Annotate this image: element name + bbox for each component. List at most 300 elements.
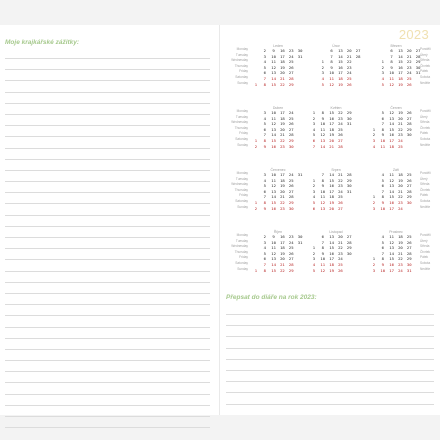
- day-number: 25: [338, 126, 343, 132]
- day-number: 31: [297, 53, 303, 59]
- day-number: 10: [271, 172, 276, 177]
- day-number: 10: [380, 137, 386, 143]
- day-number: 18: [398, 172, 403, 177]
- day-number: [405, 144, 413, 150]
- day-number: 24: [338, 121, 343, 127]
- day-number: 7: [381, 188, 384, 194]
- day-number: 14: [271, 132, 276, 138]
- day-number: 4: [263, 245, 266, 251]
- weekday-label: Středa: [420, 244, 430, 249]
- month-name: Duben: [272, 106, 284, 110]
- day-number: 28: [346, 239, 352, 245]
- day-number: [405, 206, 413, 212]
- day-number: 6: [381, 115, 384, 121]
- day-number: 4: [312, 194, 316, 200]
- day-number: 15: [389, 256, 394, 262]
- day-number: 4: [381, 172, 384, 177]
- day-number: 24: [288, 110, 294, 115]
- day-number: 14: [271, 75, 276, 81]
- month-day-grid: [252, 172, 304, 211]
- weekday-labels-right: [420, 47, 440, 86]
- left-page-title: Moje krajkářské zážitky:: [5, 39, 80, 46]
- day-number: 20: [329, 137, 334, 143]
- day-number: 2: [263, 234, 266, 239]
- day-number: 24: [346, 70, 352, 76]
- day-number: 8: [381, 256, 384, 262]
- day-number: 30: [288, 143, 294, 149]
- left-writing-lines: [5, 58, 210, 438]
- day-number: 11: [271, 115, 276, 121]
- day-number: 30: [346, 250, 352, 256]
- day-number: 29: [288, 137, 294, 143]
- day-number: 6: [381, 183, 384, 189]
- day-number: 6: [381, 245, 384, 251]
- day-number: 30: [346, 183, 352, 189]
- month-block: [370, 230, 422, 273]
- weekday-label: Neděle: [420, 80, 431, 85]
- weekday-label: Pátek: [420, 193, 429, 198]
- day-number: 16: [280, 234, 285, 239]
- day-number: 20: [346, 48, 352, 53]
- day-number: 13: [398, 48, 403, 53]
- weekday-label: Tuesday: [235, 52, 248, 57]
- day-number: 2: [254, 205, 258, 211]
- day-number: 31: [346, 188, 352, 194]
- day-number: 3: [312, 121, 316, 127]
- month-name: Květen: [330, 106, 342, 110]
- month-day-grid: [310, 48, 362, 87]
- weekday-label: Monday: [236, 171, 248, 175]
- day-number: 5: [263, 121, 266, 127]
- day-number: 31: [297, 172, 303, 177]
- day-number: 20: [280, 256, 285, 262]
- day-number: 27: [288, 188, 294, 194]
- month-name: Listopad: [329, 230, 343, 234]
- month-day-grid: [370, 48, 422, 87]
- writing-line: [5, 405, 210, 406]
- day-number: 1: [254, 267, 258, 273]
- day-number: 20: [398, 245, 403, 251]
- month-name: Červenec: [270, 168, 286, 172]
- day-number: 3: [372, 205, 376, 211]
- day-number: 24: [288, 172, 294, 177]
- day-number: 15: [338, 59, 343, 65]
- day-number: 30: [415, 64, 421, 70]
- weekday-label: Sobota: [420, 260, 431, 265]
- day-number: 10: [320, 121, 326, 127]
- day-number: 17: [338, 70, 343, 76]
- day-number: 3: [263, 53, 266, 59]
- day-number: 18: [280, 115, 285, 121]
- day-number: 20: [280, 188, 285, 194]
- day-number: 5: [312, 267, 316, 273]
- day-number: 11: [389, 234, 394, 239]
- day-number: 27: [288, 70, 294, 76]
- day-number: 24: [398, 205, 403, 211]
- day-number: 30: [297, 234, 303, 239]
- day-number: 9: [381, 132, 384, 138]
- day-number: [345, 206, 353, 212]
- day-number: 13: [320, 137, 326, 143]
- weekday-label: Čtvrtek: [420, 63, 431, 68]
- day-number: 24: [338, 256, 343, 262]
- day-number: 1: [372, 126, 376, 132]
- day-number: 23: [288, 234, 294, 239]
- writing-line: [5, 159, 210, 160]
- weekday-labels-right: [420, 109, 440, 148]
- day-number: 7: [390, 53, 393, 59]
- writing-line: [226, 348, 434, 349]
- day-number: 11: [320, 261, 326, 267]
- day-number: 8: [263, 137, 266, 143]
- weekday-label: Pondělí: [420, 233, 431, 237]
- day-number: 14: [338, 53, 343, 59]
- day-number: 6: [263, 70, 266, 76]
- weekday-label: Čtvrtek: [420, 125, 431, 130]
- day-number: 28: [415, 53, 421, 59]
- day-number: 13: [389, 183, 394, 189]
- day-number: 2: [312, 250, 316, 256]
- day-number: 18: [398, 234, 403, 239]
- day-number: 17: [389, 137, 394, 143]
- day-number: 26: [338, 267, 343, 273]
- day-number: 5: [263, 183, 266, 189]
- weekday-label: Monday: [236, 233, 248, 237]
- day-number: 31: [346, 121, 352, 127]
- writing-line: [5, 203, 210, 204]
- day-number: 21: [329, 143, 334, 149]
- day-number: 29: [288, 81, 294, 87]
- day-number: 13: [271, 70, 276, 76]
- calendar-quarter-row: [226, 44, 436, 104]
- day-number: 14: [389, 250, 394, 256]
- day-number: 7: [321, 239, 324, 245]
- weekday-label: Friday: [239, 255, 248, 260]
- day-number: 22: [398, 194, 403, 200]
- day-number: [345, 144, 353, 150]
- day-number: 4: [312, 261, 316, 267]
- day-number: 5: [263, 250, 266, 256]
- day-number: 9: [321, 115, 324, 121]
- day-number: 16: [271, 205, 276, 211]
- calendar-quarter-row: [226, 168, 436, 228]
- day-number: 19: [398, 110, 403, 115]
- day-number: 15: [329, 245, 334, 251]
- day-number: 30: [288, 205, 294, 211]
- day-number: 9: [272, 234, 275, 239]
- day-number: 24: [288, 239, 294, 245]
- day-number: 6: [321, 234, 324, 239]
- day-number: 8: [321, 177, 324, 183]
- weekday-labels-right: [420, 171, 440, 210]
- day-number: 9: [263, 205, 266, 211]
- month-name: Leden: [273, 44, 283, 48]
- day-number: 26: [406, 110, 412, 115]
- writing-line: [5, 360, 210, 361]
- writing-line: [5, 315, 210, 316]
- month-name: Prosinec: [389, 230, 403, 234]
- day-number: 12: [271, 250, 276, 256]
- day-number: 9: [390, 64, 393, 70]
- day-number: 11: [380, 143, 386, 149]
- writing-line: [226, 359, 434, 360]
- day-number: 28: [338, 143, 343, 149]
- day-number: 26: [406, 239, 412, 245]
- month-block: [310, 168, 362, 211]
- day-number: [354, 268, 362, 274]
- weekday-label: Neděle: [420, 204, 431, 209]
- day-number: 1: [312, 110, 316, 115]
- day-number: 23: [338, 250, 343, 256]
- day-number: 9: [321, 183, 324, 189]
- day-number: 23: [338, 183, 343, 189]
- weekday-label: Saturday: [235, 260, 248, 265]
- day-number: 4: [381, 75, 384, 81]
- weekday-label: Pondělí: [420, 171, 431, 175]
- day-number: 15: [271, 199, 276, 205]
- weekday-label: Friday: [239, 193, 248, 198]
- month-block: [310, 44, 362, 87]
- day-number: 1: [312, 245, 316, 251]
- day-number: 8: [263, 267, 266, 273]
- weekday-label: Čtvrtek: [420, 249, 431, 254]
- day-number: 22: [280, 267, 285, 273]
- day-number: 4: [321, 75, 324, 81]
- day-number: 7: [381, 121, 384, 127]
- day-number: 10: [320, 256, 326, 262]
- day-number: 4: [263, 115, 266, 121]
- day-number: 29: [406, 194, 412, 200]
- day-number: 2: [381, 64, 384, 70]
- day-number: 26: [288, 183, 294, 189]
- month-block: [370, 106, 422, 149]
- day-number: 17: [280, 172, 285, 177]
- day-number: 24: [398, 267, 403, 273]
- month-block: [252, 168, 304, 211]
- month-name: Únor: [332, 44, 340, 48]
- weekday-label: Saturday: [235, 136, 248, 141]
- day-number: 30: [297, 48, 303, 53]
- day-number: 5: [263, 64, 266, 70]
- day-number: 17: [280, 239, 285, 245]
- day-number: 27: [338, 205, 343, 211]
- weekday-labels-left: [226, 109, 248, 148]
- writing-line: [226, 314, 434, 315]
- day-number: 18: [329, 194, 334, 200]
- day-number: 15: [329, 177, 334, 183]
- day-number: 28: [288, 132, 294, 138]
- day-number: 23: [280, 205, 285, 211]
- day-number: 6: [312, 205, 316, 211]
- day-number: 9: [381, 261, 384, 267]
- day-number: 25: [406, 234, 412, 239]
- weekday-label: Tuesday: [235, 238, 248, 243]
- day-number: 22: [280, 137, 285, 143]
- day-number: 7: [263, 132, 266, 138]
- day-number: 23: [346, 64, 352, 70]
- writing-line: [5, 371, 210, 372]
- day-number: 22: [406, 59, 412, 65]
- day-number: 25: [338, 194, 343, 200]
- day-number: 18: [389, 143, 394, 149]
- day-number: 3: [381, 70, 384, 76]
- day-number: [345, 268, 353, 274]
- weekday-label: Úterý: [420, 238, 428, 243]
- writing-line: [5, 80, 210, 81]
- calendar-quarter-row: [226, 230, 436, 290]
- weekday-labels-right: [420, 233, 440, 272]
- weekday-label: Pátek: [420, 131, 429, 136]
- day-number: [296, 82, 304, 88]
- day-number: 30: [346, 115, 352, 121]
- day-number: [296, 144, 304, 150]
- day-number: 10: [271, 110, 276, 115]
- day-number: 7: [263, 75, 266, 81]
- writing-line: [5, 282, 210, 283]
- writing-line: [226, 404, 434, 405]
- day-number: 8: [263, 199, 266, 205]
- day-number: 12: [320, 132, 326, 138]
- day-number: 19: [329, 199, 334, 205]
- day-number: 4: [263, 59, 266, 65]
- day-number: 3: [263, 172, 266, 177]
- day-number: 28: [406, 188, 412, 194]
- day-number: 12: [320, 199, 326, 205]
- weekday-label: Úterý: [420, 52, 428, 57]
- month-day-grid: [310, 110, 362, 149]
- day-number: 8: [381, 126, 384, 132]
- day-number: 14: [271, 194, 276, 200]
- writing-line: [226, 325, 434, 326]
- day-number: 18: [280, 59, 285, 65]
- day-number: 7: [321, 172, 324, 177]
- day-number: 27: [406, 183, 412, 189]
- day-number: 21: [406, 53, 412, 59]
- day-number: 9: [321, 250, 324, 256]
- day-number: 4: [312, 126, 316, 132]
- day-number: 23: [406, 64, 412, 70]
- day-number: 19: [280, 183, 285, 189]
- day-number: 2: [321, 64, 324, 70]
- day-number: 1: [372, 256, 376, 262]
- day-number: 14: [329, 239, 334, 245]
- day-number: 22: [280, 81, 285, 87]
- day-number: 8: [321, 245, 324, 251]
- day-number: 29: [415, 59, 421, 65]
- day-number: 12: [389, 81, 394, 87]
- day-number: 14: [398, 53, 403, 59]
- day-number: 13: [271, 126, 276, 132]
- day-number: 20: [406, 48, 412, 53]
- day-number: 23: [338, 115, 343, 121]
- day-number: 8: [263, 81, 266, 87]
- day-number: 25: [288, 177, 294, 183]
- day-number: 15: [329, 110, 334, 115]
- day-number: 16: [338, 64, 343, 70]
- day-number: 26: [346, 81, 352, 87]
- weekday-label: Tuesday: [235, 114, 248, 119]
- weekday-label: Wednesday: [231, 120, 248, 125]
- day-number: 10: [271, 53, 276, 59]
- day-number: 23: [398, 132, 403, 138]
- right-writing-lines: [226, 314, 434, 415]
- weekday-labels-left: [226, 47, 248, 86]
- weekday-label: Pátek: [420, 69, 429, 74]
- weekday-label: Thursday: [234, 63, 248, 68]
- day-number: 13: [338, 48, 343, 53]
- weekday-label: Wednesday: [231, 182, 248, 187]
- day-number: 18: [280, 245, 285, 251]
- weekday-label: Thursday: [234, 187, 248, 192]
- day-number: 24: [288, 53, 294, 59]
- month-block: [310, 106, 362, 149]
- day-number: 16: [329, 115, 334, 121]
- day-number: 10: [329, 70, 334, 76]
- writing-line: [5, 92, 210, 93]
- writing-line: [5, 382, 210, 383]
- day-number: 12: [271, 64, 276, 70]
- day-number: 15: [398, 59, 403, 65]
- day-number: 22: [338, 110, 343, 115]
- day-number: 9: [272, 48, 275, 53]
- day-number: 18: [329, 126, 334, 132]
- day-number: 2: [372, 132, 376, 138]
- day-number: 17: [280, 110, 285, 115]
- weekday-label: Monday: [236, 47, 248, 51]
- weekday-label: Tuesday: [235, 176, 248, 181]
- month-name: Srpen: [331, 168, 341, 172]
- day-number: 5: [312, 132, 316, 138]
- day-number: 19: [338, 81, 343, 87]
- day-number: 20: [398, 183, 403, 189]
- day-number: [310, 82, 318, 88]
- day-number: 31: [297, 239, 303, 245]
- day-number: 20: [280, 70, 285, 76]
- writing-line: [5, 271, 210, 272]
- day-number: 15: [389, 194, 394, 200]
- day-number: 9: [381, 199, 384, 205]
- month-block: [370, 168, 422, 211]
- day-number: 13: [271, 256, 276, 262]
- day-number: 29: [406, 256, 412, 262]
- day-number: 8: [381, 194, 384, 200]
- day-number: 27: [288, 256, 294, 262]
- writing-line: [226, 336, 434, 337]
- day-number: 28: [406, 250, 412, 256]
- day-number: 8: [321, 110, 324, 115]
- day-number: 13: [320, 205, 326, 211]
- day-number: 21: [398, 250, 403, 256]
- day-number: 7: [312, 143, 316, 149]
- day-number: 22: [338, 245, 343, 251]
- day-number: 19: [398, 239, 403, 245]
- weekday-label: Středa: [420, 182, 430, 187]
- day-number: 1: [321, 59, 324, 65]
- day-number: 19: [280, 250, 285, 256]
- day-number: 25: [398, 143, 403, 149]
- day-number: 3: [263, 239, 266, 245]
- day-number: 29: [346, 177, 352, 183]
- day-number: 29: [288, 267, 294, 273]
- day-number: 24: [338, 188, 343, 194]
- day-number: 30: [406, 261, 412, 267]
- month-name: Říjen: [273, 230, 283, 234]
- day-number: 29: [406, 126, 412, 132]
- day-number: 18: [280, 177, 285, 183]
- day-number: 4: [372, 143, 376, 149]
- weekday-label: Pátek: [420, 255, 429, 260]
- day-number: 26: [406, 177, 412, 183]
